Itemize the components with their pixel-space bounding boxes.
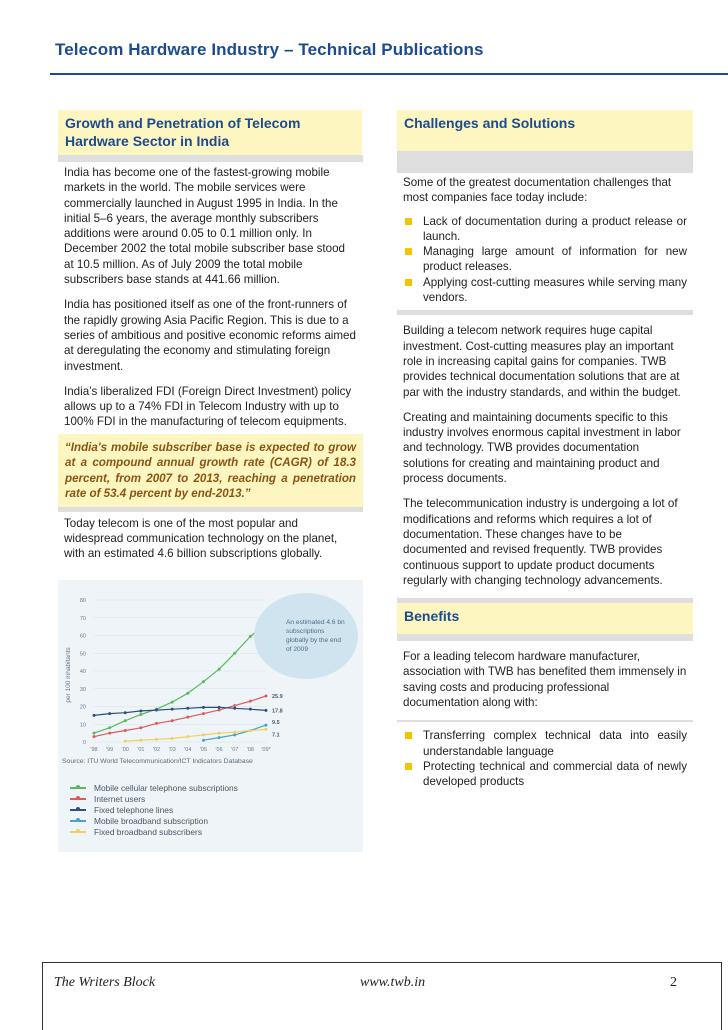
- data-point: [155, 709, 158, 712]
- legend-label: Fixed broadband subscribers: [94, 826, 203, 837]
- legend-dot-icon: [76, 785, 80, 789]
- end-value-label: 25.9: [272, 694, 283, 701]
- data-point: [139, 709, 142, 712]
- data-point: [124, 740, 127, 743]
- legend-item: [70, 804, 350, 815]
- data-point: [124, 719, 127, 722]
- footer-company: The Writers Block: [54, 975, 156, 990]
- growth-paragraph-1: India has become one of the fastest-growing mobile markets in the world. The mobile services were commercially launched in August 1995 in India. In the initial 5–6 years, the average monthly subscribers additions were around 0.05 to 0.1 million only. In December 2002 the total mobile subscriber base stood at 10.5 million. As of July 2009 the total mobile subscribers base stands at 441.66 million.: [64, 166, 345, 287]
- right-column: [397, 110, 693, 790]
- y-tick-label: 60: [79, 633, 86, 640]
- growth-paragraph-2: India has positioned itself as one of the front-runners of the rapidly growing Asia Pacific Region. This is due to a series of ambitious and positive economic reforms aimed at deregulating the economy and stimulating foreign investment.: [64, 298, 356, 373]
- series-line: [94, 707, 266, 715]
- bullet-item: [403, 759, 687, 790]
- growth-paragraph-3: India’s liberalized FDI (Foreign Direct Investment) policy allows up to a 74% FDI in Telecom Industry with up to 100% FDI in the manufacturing of telecom equipments.: [64, 384, 352, 429]
- legend-swatch-icon: [70, 809, 86, 811]
- data-point: [186, 707, 189, 710]
- challenges-intro: Some of the greatest documentation challenges that most companies face today include:: [403, 176, 672, 205]
- data-point: [202, 733, 205, 736]
- growth-heading: Growth and Penetration of Telecom Hardware Sector in India: [58, 110, 362, 155]
- data-point: [265, 695, 268, 698]
- challenges-list: [397, 214, 693, 306]
- data-point: [249, 729, 252, 732]
- divider: [397, 151, 693, 173]
- data-point: [218, 668, 221, 671]
- bullet-square-icon: [405, 248, 412, 255]
- benefits-list: [397, 728, 693, 789]
- legend-dot-icon: [76, 818, 80, 822]
- legend-label: Mobile broadband subscription: [94, 815, 209, 826]
- data-point: [202, 739, 205, 742]
- x-tick-label: '02: [152, 747, 161, 753]
- end-value-label: 9.5: [272, 720, 280, 727]
- left-column: [58, 110, 363, 562]
- y-tick-label: 0: [82, 740, 86, 746]
- data-point: [218, 736, 221, 739]
- data-point: [108, 732, 111, 735]
- data-point: [265, 709, 268, 712]
- bullet-square-icon: [405, 763, 412, 770]
- bullet-square-icon: [405, 218, 412, 225]
- x-tick-label: '98: [90, 747, 98, 753]
- data-point: [218, 709, 221, 712]
- end-value-label: 17.8: [272, 708, 283, 715]
- divider: [58, 155, 363, 162]
- x-tick-label: '05: [199, 747, 208, 753]
- legend-item: [70, 815, 350, 826]
- legend-dot-icon: [76, 829, 80, 833]
- data-point: [108, 726, 111, 729]
- data-point: [124, 711, 127, 714]
- data-point: [233, 731, 236, 734]
- bullet-text: Protecting technical and commercial data of newly developed products: [423, 759, 687, 789]
- cagr-quote: “India's mobile subscriber base is expected to grow at a compound annual growth rate (CAGR) of 18.3 percent, from 2007 to 2013, reaching a penetration rate of 53.4 percent by end-2013.”: [58, 434, 363, 507]
- x-tick-label: '01: [137, 747, 145, 753]
- document-title: Telecom Hardware Industry – Technical Publications: [55, 40, 484, 59]
- data-point: [202, 680, 205, 683]
- legend-swatch-icon: [70, 787, 86, 789]
- legend-item: [70, 793, 350, 804]
- benefits-heading: Benefits: [397, 603, 693, 634]
- bullet-text: Transferring complex technical data into easily understandable language: [423, 729, 687, 758]
- y-tick-label: 20: [79, 704, 86, 711]
- growth-paragraph-4: Today telecom is one of the most popular and widespread communication technology on the planet, with an estimated 4.6 billion subscriptions globally.: [64, 516, 338, 561]
- x-tick-label: '03: [168, 747, 176, 753]
- series-line: [94, 696, 266, 737]
- data-point: [139, 739, 142, 742]
- page-number: 2: [670, 975, 677, 990]
- data-point: [155, 738, 158, 741]
- data-point: [202, 706, 205, 709]
- x-tick-label: '04: [184, 747, 192, 753]
- data-point: [108, 712, 111, 715]
- x-tick-label: '08: [246, 747, 254, 753]
- data-point: [139, 713, 142, 716]
- y-axis-label: per 100 inhabitants: [65, 647, 72, 703]
- end-value-label: 7.1: [272, 732, 280, 739]
- legend-item: [70, 782, 350, 793]
- x-tick-label: '06: [215, 747, 223, 753]
- data-point: [233, 707, 236, 710]
- legend-item: [70, 826, 350, 837]
- y-tick-label: 30: [79, 686, 86, 693]
- x-tick-label: '07: [231, 747, 239, 753]
- x-tick-label: '09*: [261, 747, 271, 753]
- bullet-item: [403, 728, 687, 759]
- legend-swatch-icon: [70, 820, 86, 822]
- data-point: [265, 724, 268, 727]
- chart-legend: [70, 782, 350, 837]
- data-point: [93, 732, 96, 735]
- benefits-intro: For a leading telecom hardware manufacturer, association with TWB has benefited them immensely in saving costs and producing professional documentation along with:: [403, 650, 687, 710]
- challenges-paragraph-2: Creating and maintaining documents specific to this industry involves enormous capital investment in labor and technology. TWB provides documentation solutions for creating and maintaining product and process documents.: [403, 410, 681, 486]
- footer-border-left: [42, 962, 43, 1030]
- challenges-heading: Challenges and Solutions: [397, 110, 693, 151]
- data-point: [249, 635, 252, 638]
- y-tick-label: 70: [79, 615, 86, 622]
- challenges-paragraph-1: Building a telecom network requires huge capital investment. Cost-cutting measures play an important role in increasing capital gains for companies. TWB provides technical documentation solutions that are at par with the industry standards, and within the budget.: [403, 324, 681, 399]
- bullet-text: Applying cost-cutting measures while serving many vendors.: [423, 275, 687, 305]
- bullet-item: [403, 275, 687, 306]
- x-tick-label: '00: [121, 747, 129, 753]
- data-point: [233, 733, 236, 736]
- data-point: [186, 716, 189, 719]
- data-point: [218, 732, 221, 735]
- divider: [397, 720, 693, 722]
- data-point: [93, 714, 96, 717]
- series-line: [94, 623, 266, 733]
- series-line: [125, 729, 266, 741]
- data-point: [93, 735, 96, 738]
- data-point: [171, 701, 174, 704]
- footer-website: www.twb.in: [360, 975, 426, 990]
- data-point: [233, 652, 236, 655]
- y-tick-label: 50: [79, 651, 86, 658]
- bullet-square-icon: [405, 279, 412, 286]
- data-point: [171, 708, 174, 711]
- legend-dot-icon: [76, 796, 80, 800]
- legend-swatch-icon: [70, 831, 86, 833]
- subscriptions-chart: [58, 580, 363, 852]
- data-point: [139, 726, 142, 729]
- header-rule: [50, 73, 728, 75]
- bullet-item: [403, 214, 687, 245]
- challenges-paragraph-3: The telecommunication industry is undergoing a lot of modifications and reforms which requires a lot of documentation. These changes have to be documented and revised frequently. TWB provides continuous support to update product documents regularly with changing technology advancements.: [403, 497, 678, 587]
- data-point: [233, 704, 236, 707]
- divider: [397, 634, 693, 641]
- data-point: [186, 735, 189, 738]
- legend-dot-icon: [76, 807, 80, 811]
- bullet-text: Managing large amount of information for new product releases.: [423, 245, 687, 274]
- data-point: [265, 728, 268, 731]
- legend-label: Mobile cellular telephone subscriptions: [94, 782, 238, 793]
- legend-label: Internet users: [94, 793, 146, 804]
- legend-label: Fixed telephone lines: [94, 804, 174, 815]
- x-tick-label: '99: [106, 747, 114, 753]
- data-point: [249, 700, 252, 703]
- data-point: [171, 719, 174, 722]
- bullet-square-icon: [405, 732, 412, 739]
- data-point: [202, 712, 205, 715]
- annotation-label: An estimated 4.6 bn subscriptions globally by the end of 2009: [286, 619, 345, 653]
- y-tick-label: 80: [79, 598, 86, 604]
- page-footer: [42, 962, 722, 1030]
- bullet-item: [403, 244, 687, 275]
- chart-source: Source: ITU World Telecommunication/ICT Indicators Database: [62, 758, 253, 765]
- data-point: [155, 722, 158, 725]
- data-point: [249, 708, 252, 711]
- footer-border-right: [721, 962, 722, 1030]
- data-point: [218, 706, 221, 709]
- annotation-text: [286, 618, 348, 668]
- y-tick-label: 10: [79, 722, 86, 729]
- data-point: [171, 737, 174, 740]
- bullet-text: Lack of documentation during a product release or launch.: [423, 214, 687, 243]
- data-point: [186, 692, 189, 695]
- legend-swatch-icon: [70, 798, 86, 800]
- data-point: [124, 729, 127, 732]
- y-tick-label: 40: [79, 669, 86, 675]
- footer-rule: [42, 962, 722, 963]
